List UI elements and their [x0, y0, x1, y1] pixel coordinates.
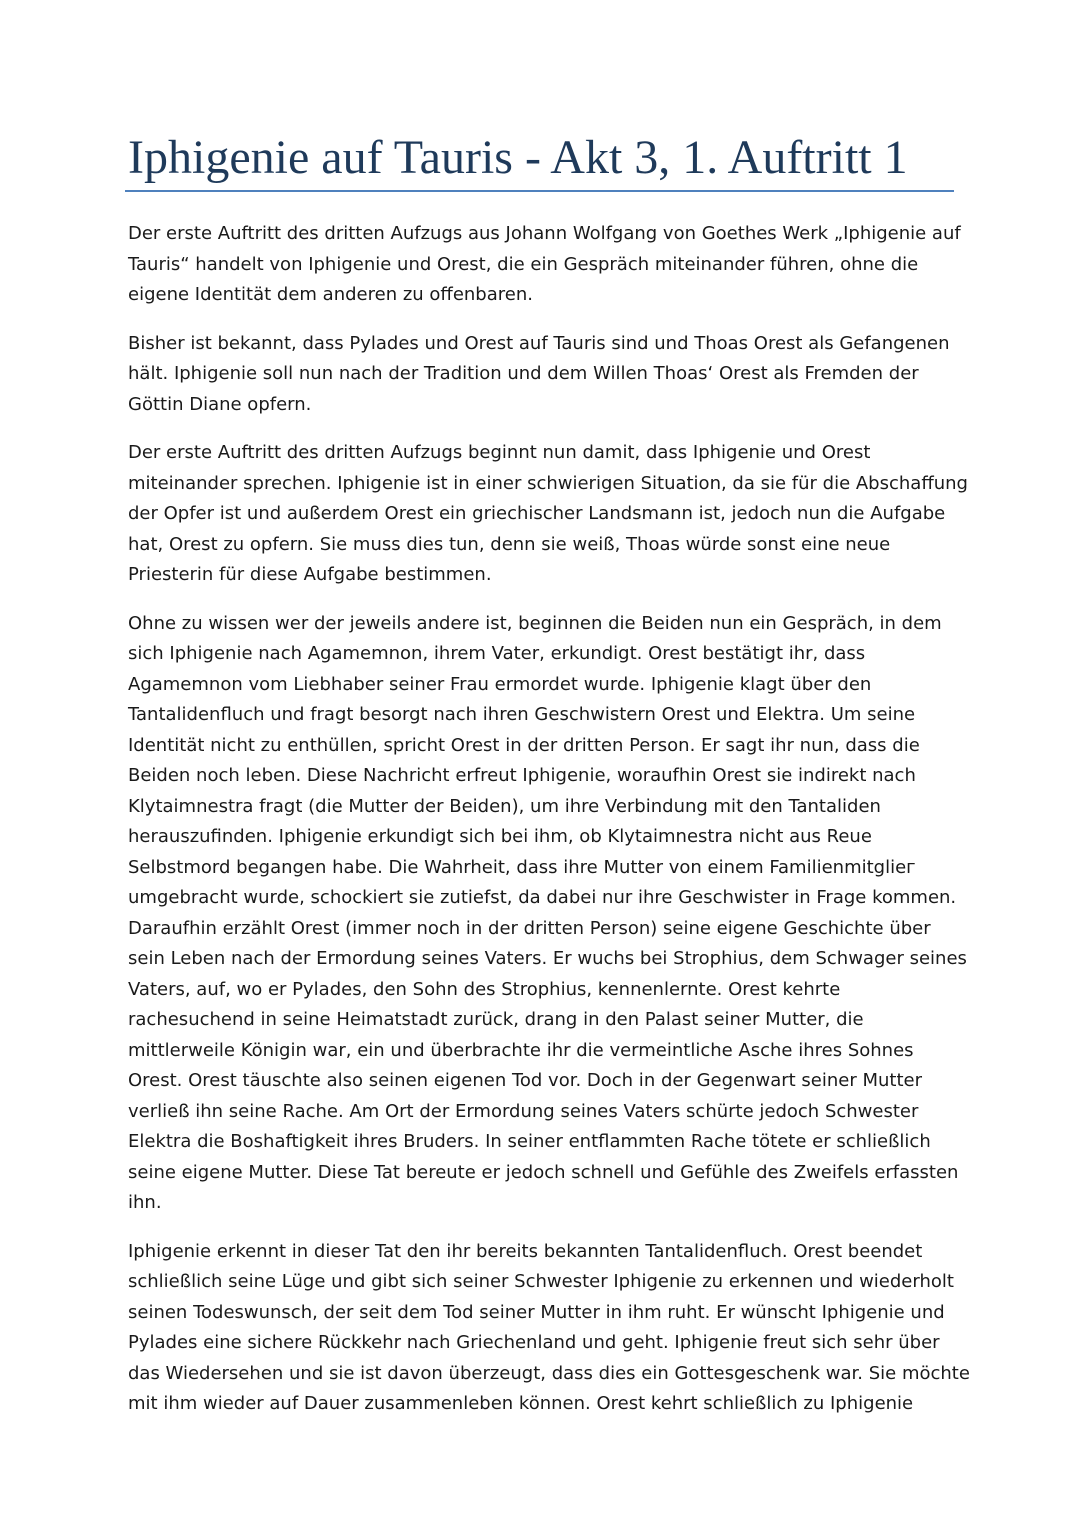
text-line: herauszufinden. Iphigenie erkundigt sich bei ihm, ob Klytaimnestra nicht aus Reue: [128, 826, 872, 847]
text-line: Bisher ist bekannt, dass Pylades und Orest auf Tauris sind und Thoas Orest als Gefangenen: [128, 332, 950, 354]
text-line: Beiden noch leben. Diese Nachricht erfreut Iphigenie, woraufhin Orest sie indirekt nach: [128, 765, 916, 786]
text-line: hält. Iphigenie soll nun nach der Tradition und dem Willen Thoas‘ Orest als Fremden der: [128, 363, 919, 384]
text-line: eigene Identität dem anderen zu offenbaren.: [128, 284, 533, 305]
text-line: mit ihm wieder auf Dauer zusammenleben können. Orest kehrt schließlich zu Iphigenie: [128, 1393, 914, 1414]
text-line: Priesterin für diese Aufgabe bestimmen.: [128, 564, 492, 585]
text-line: Tantalidenfluch und fragt besorgt nach ihren Geschwistern Orest und Elektra. Um seine: [128, 704, 916, 725]
text-line: rachesuchend in seine Heimatstadt zurück, drang in den Palast seiner Mutter, die: [128, 1009, 864, 1030]
paragraph-3: [128, 438, 968, 591]
text-line: verließ ihn seine Rache. Am Ort der Ermordung seines Vaters schürte jedoch Schwester: [128, 1100, 919, 1122]
text-line: Der erste Auftritt des dritten Aufzugs beginnt nun damit, dass Iphigenie und Orest: [128, 442, 871, 463]
text-line: Agamemnon vom Liebhaber seiner Frau ermordet wurde. Iphigenie klagt über den: [128, 673, 872, 695]
text-line: mittlerweile Königin war, ein und überbrachte ihr die vermeintliche Asche ihres Sohnes: [128, 1039, 914, 1061]
text-line: Göttin Diane opfern.: [128, 393, 312, 415]
paragraph-5: [128, 1237, 970, 1420]
paragraph-2: [128, 329, 954, 421]
text-line: sich Iphigenie nach Agamemnon, ihrem Vater, erkundigt. Orest bestätigt ihr, dass: [128, 643, 866, 664]
text-line: ihn.: [128, 1192, 162, 1213]
document-title: Iphigenie auf Tauris - Akt 3, 1. Auftritt 1: [128, 131, 908, 184]
text-line: sein Leben nach der Ermordung seines Vaters. Er wuchs bei Strophius, dem Schwager seines: [128, 948, 967, 969]
text-line: Ohne zu wissen wer der jeweils andere ist, beginnen die Beiden nun ein Gespräch, in dem: [128, 612, 942, 634]
text-line: umgebracht wurde, schockiert sie zutiefst, da dabei nur ihre Geschwister in Frage kommen.: [128, 887, 957, 908]
text-line: Der erste Auftritt des dritten Aufzugs aus Johann Wolfgang von Goethes Werk „Iphigenie auf: [128, 223, 961, 244]
paragraph-4: [128, 609, 967, 1219]
text-line: Daraufhin erzählt Orest (immer noch in der dritten Person) seine eigene Geschichte über: [128, 917, 931, 939]
text-line: hat, Orest zu opfern. Sie muss dies tun, denn sie weiß, Thoas würde sonst eine neue: [128, 533, 891, 555]
text-line: Selbstmord begangen habe. Die Wahrheit, dass ihre Mutter von einem Familienmitgliег: [128, 856, 916, 878]
text-line: seinen Todeswunsch, der seit dem Tod seiner Mutter in ihm ruht. Er wünscht Iphigenie und: [128, 1301, 945, 1323]
text-line: Elektra die Boshaftigkeit ihres Bruders. In seiner entflammten Rache tötete er schließlich: [128, 1131, 931, 1152]
text-line: miteinander sprechen. Iphigenie ist in einer schwierigen Situation, da sie für die Abschaffung: [128, 472, 968, 494]
text-line: Identität nicht zu enthüllen, spricht Orest in der dritten Person. Er sagt ihr nun, dass die: [128, 734, 920, 756]
text-line: Orest. Orest täuschte also seinen eigenen Tod vor. Doch in der Gegenwart seiner Mutter: [128, 1070, 923, 1091]
text-line: Klytaimnestra fragt (die Mutter der Beiden), um ihre Verbindung mit den Tantaliden: [128, 795, 881, 817]
text-line: das Wiedersehen und sie ist davon überzeugt, dass dies ein Gottesgeschenk war. Sie möchte: [128, 1362, 970, 1384]
title-underline: [125, 190, 954, 192]
document-body: [128, 219, 970, 1438]
paragraph-1: [128, 219, 961, 311]
text-line: der Opfer ist und außerdem Orest ein griechischer Landsmann ist, jedoch nun die Aufgabe: [128, 503, 946, 524]
text-line: Pylades eine sichere Rückkehr nach Griechenland und geht. Iphigenie freut sich sehr über: [128, 1332, 940, 1353]
text-line: seine eigene Mutter. Diese Tat bereute er jedoch schnell und Gefühle des Zweifels erfassten: [128, 1161, 959, 1183]
text-line: Vaters, auf, wo er Pylades, den Sohn des Strophius, kennenlernte. Orest kehrte: [128, 978, 841, 1000]
text-line: Iphigenie erkennt in dieser Tat den ihr bereits bekannten Tantalidenfluch. Orest beendet: [128, 1240, 923, 1262]
text-line: schließlich seine Lüge und gibt sich seiner Schwester Iphigenie zu erkennen und wiederholt: [128, 1271, 954, 1292]
text-line: Tauris“ handelt von Iphigenie und Orest, die ein Gespräch miteinander führen, ohne die: [128, 253, 919, 275]
